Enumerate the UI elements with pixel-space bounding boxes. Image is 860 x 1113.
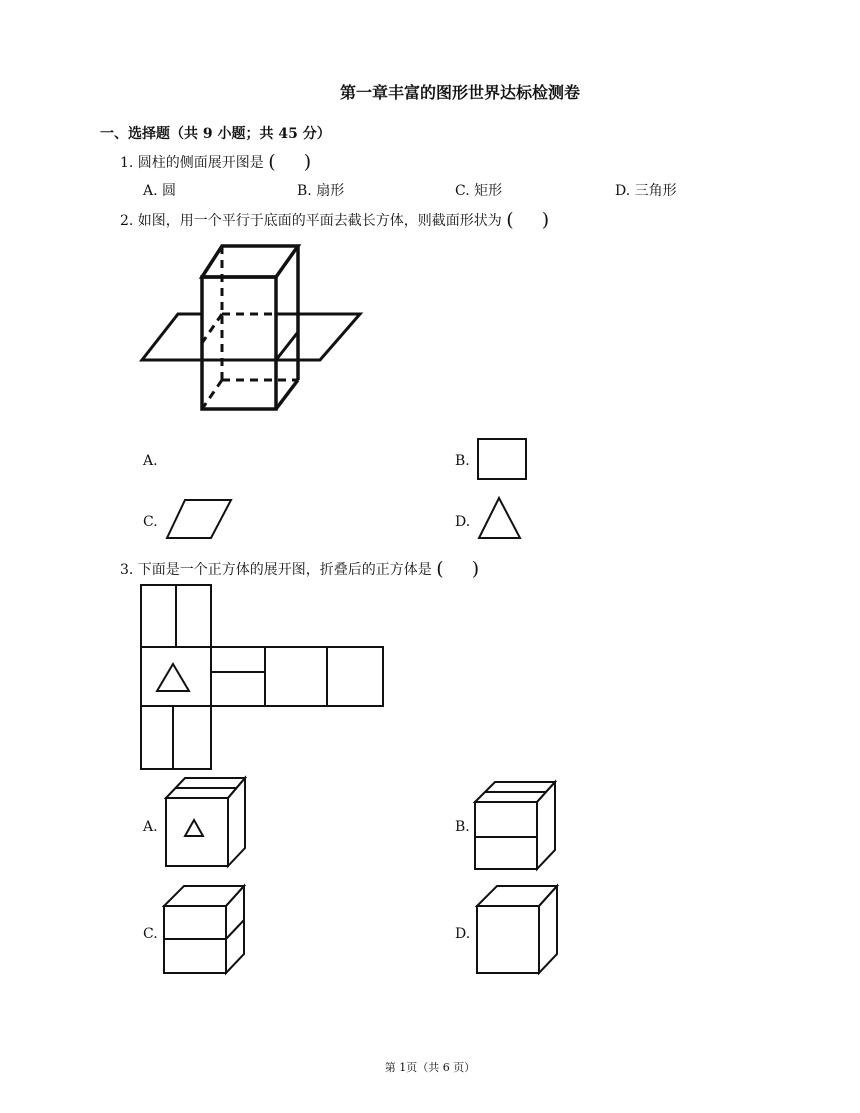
q2-option-c[interactable]: C. (143, 514, 158, 530)
q1-option-c[interactable]: C. 矩形 (455, 183, 503, 199)
q3-option-d[interactable]: D. (455, 926, 471, 942)
q2-option-d[interactable]: D. (455, 514, 471, 530)
question-3 (120, 559, 479, 579)
answer-paren-close: ) (471, 558, 480, 580)
q2-option-a[interactable]: A. (143, 453, 158, 469)
answer-paren-open: ( (436, 558, 444, 580)
cuboid-plane-figure (140, 240, 365, 415)
answer-paren-open: ( (268, 151, 276, 173)
triangle-shape (477, 496, 523, 542)
page-footer: 第 1页（共 6 页） (384, 1061, 476, 1074)
question-2-text: 2. 如图，用一个平行于底面的平面去截长方体，则截面形状为 (120, 213, 502, 229)
q3-option-b[interactable]: B. (455, 819, 470, 835)
q1-option-a[interactable]: A. 圆 (143, 183, 177, 199)
question-1 (120, 152, 311, 172)
question-2 (120, 210, 549, 230)
rectangle-shape (477, 438, 529, 482)
cube-option-c (162, 884, 248, 976)
parallelogram-shape (165, 498, 235, 542)
section-heading: 一、选择题（共 9 小题；共 45 分） (100, 126, 331, 142)
page-title: 第一章丰富的图形世界达标检测卷 (339, 83, 580, 102)
q3-option-a[interactable]: A. (143, 819, 158, 835)
question-1-text: 1. 圆柱的侧面展开图是 (120, 155, 264, 171)
q1-option-d[interactable]: D. 三角形 (615, 183, 677, 199)
cube-net-figure (140, 584, 386, 772)
cube-option-a (163, 776, 249, 870)
cube-option-b (473, 780, 559, 872)
q1-option-b[interactable]: B. 扇形 (297, 183, 345, 199)
answer-paren-close: ) (541, 209, 550, 231)
q2-option-b[interactable]: B. (455, 453, 470, 469)
cube-option-d (475, 884, 561, 976)
answer-paren-open: ( (506, 209, 514, 231)
answer-paren-close: ) (303, 151, 312, 173)
q3-option-c[interactable]: C. (143, 926, 158, 942)
question-3-text: 3. 下面是一个正方体的展开图，折叠后的正方体是 (120, 562, 432, 578)
